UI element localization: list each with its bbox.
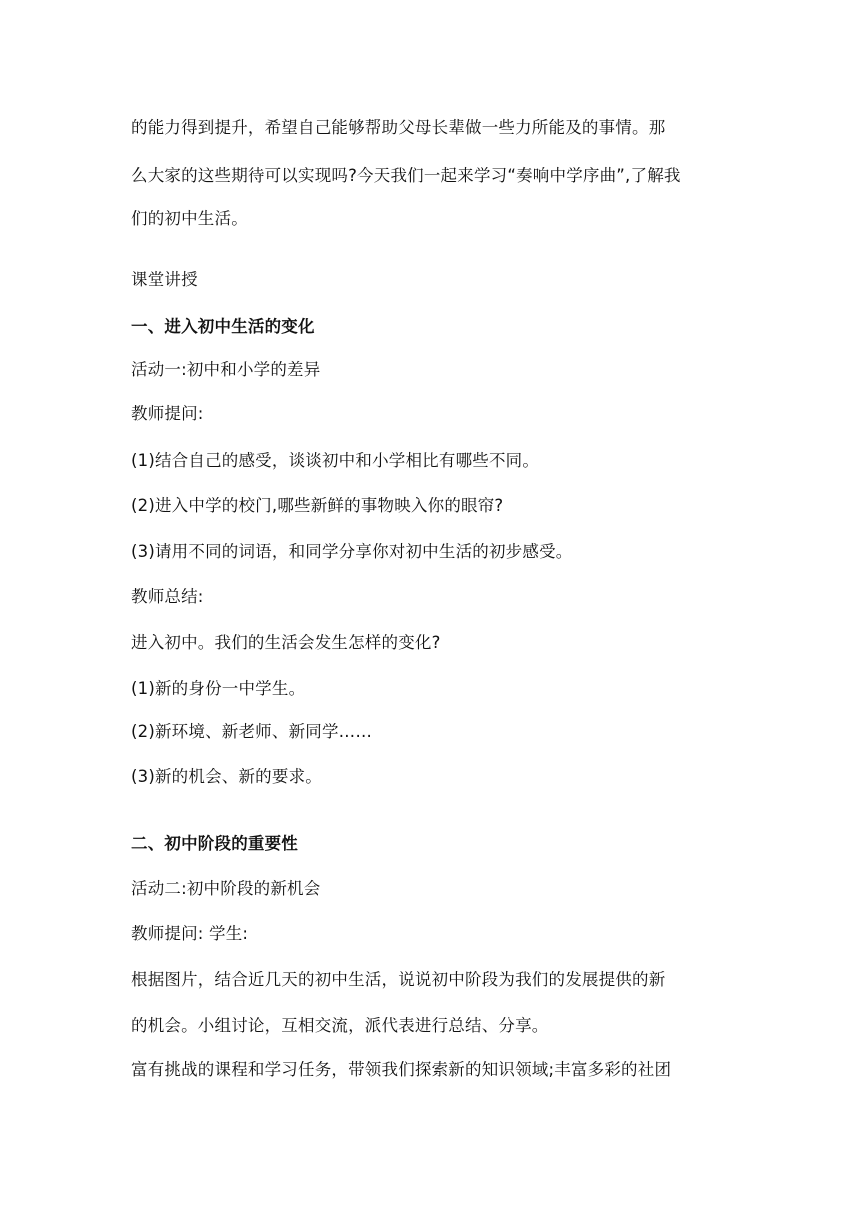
section-heading-2: 二、初中阶段的重要性 (131, 834, 298, 853)
list-item: (1)新的身份一中学生。 (131, 679, 306, 698)
list-item: (1)结合自己的感受，谈谈初中和小学相比有哪些不同。 (131, 451, 540, 470)
paragraph-line: 富有挑战的课程和学习任务，带领我们探索新的知识领域;丰富多彩的社团 (131, 1060, 672, 1079)
paragraph-line: 们的初中生活。 (131, 209, 248, 228)
activity-title: 活动一:初中和小学的差异 (131, 360, 321, 379)
list-item: (3)请用不同的词语，和同学分享你对初中生活的初步感受。 (131, 542, 573, 561)
list-item: (2)进入中学的校门,哪些新鲜的事物映入你的眼帘? (131, 496, 504, 515)
paragraph-line: 进入初中。我们的生活会发生怎样的变化? (131, 633, 441, 652)
activity-title: 活动二:初中阶段的新机会 (131, 879, 321, 898)
section-label: 课堂讲授 (131, 270, 198, 289)
paragraph-line: 的能力得到提升，希望自己能够帮助父母长辈做一些力所能及的事情。那 (131, 118, 666, 137)
paragraph-line: 教师提问: (131, 404, 204, 423)
paragraph-line: 教师提问: 学生: (131, 924, 249, 943)
list-item: (3)新的机会、新的要求。 (131, 767, 322, 786)
paragraph-line: 的机会。小组讨论，互相交流，派代表进行总结、分享。 (131, 1016, 549, 1035)
paragraph-line: 教师总结: (131, 587, 204, 606)
paragraph-line: 么大家的这些期待可以实现吗?今天我们一起来学习“奏响中学序曲”,了解我 (131, 166, 681, 185)
paragraph-line: 根据图片，结合近几天的初中生活，说说初中阶段为我们的发展提供的新 (131, 970, 666, 989)
list-item: (2)新环境、新老师、新同学…… (131, 722, 373, 741)
section-heading-1: 一、进入初中生活的变化 (131, 317, 315, 336)
